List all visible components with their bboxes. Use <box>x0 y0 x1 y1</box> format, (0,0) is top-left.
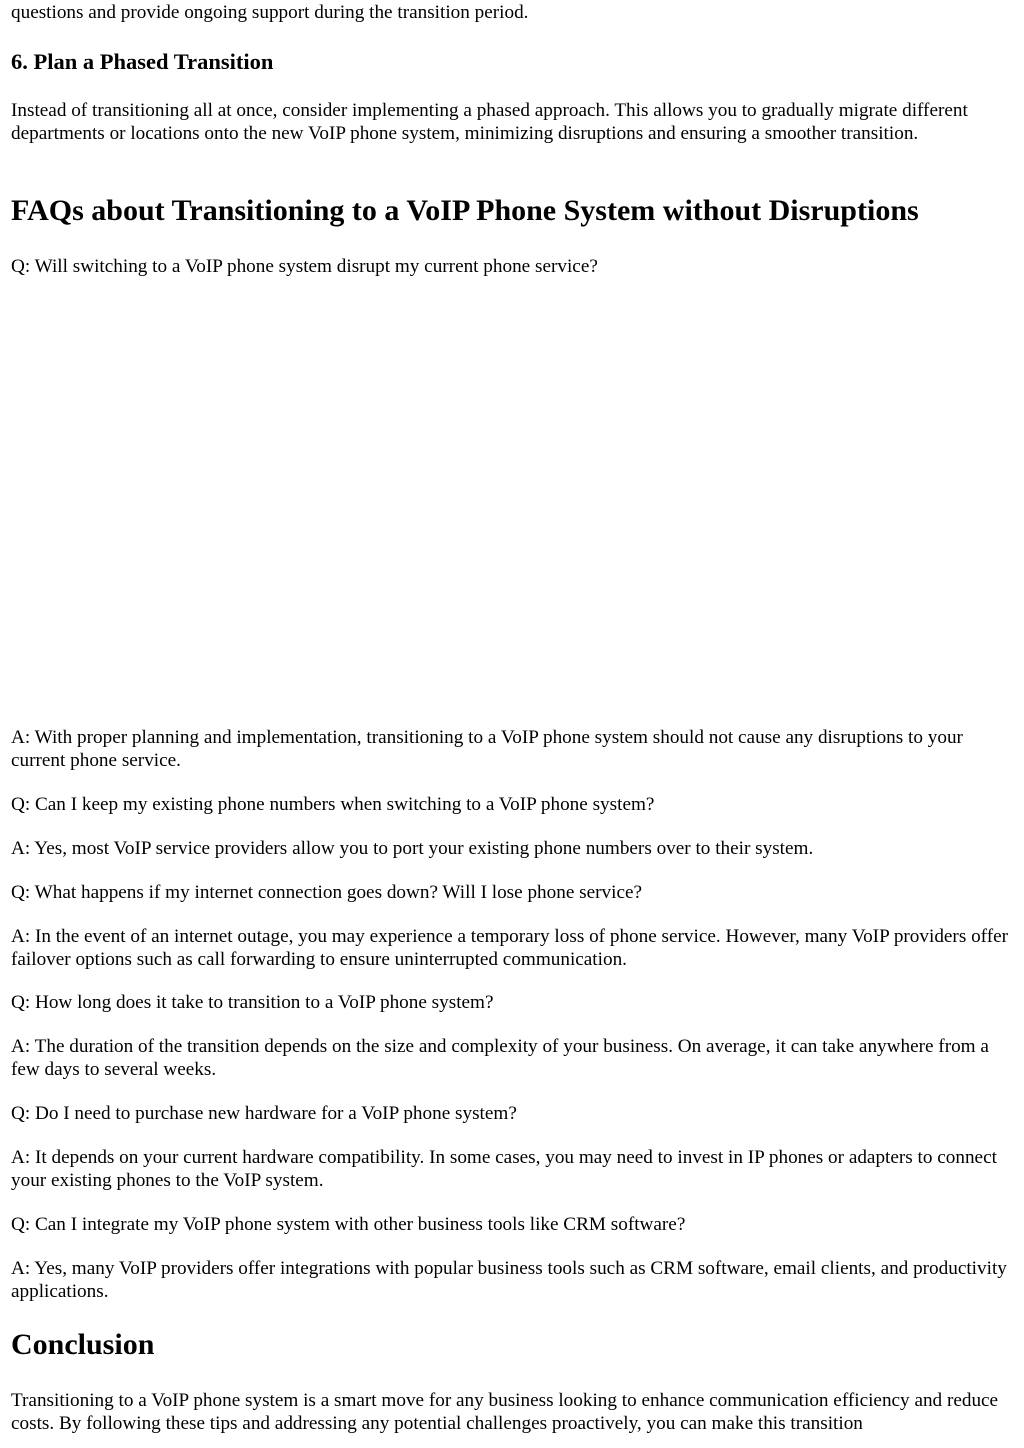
faq-question-3: Q: What happens if my internet connection goes down? Will I lose phone service? <box>11 882 642 903</box>
section-6-heading: 6. Plan a Phased Transition <box>11 49 274 74</box>
faq-answer-2: A: Yes, most VoIP service providers allow you to port your existing phone numbers over to their system. <box>11 838 814 859</box>
faq-answer-3: A: In the event of an internet outage, you may experience a temporary loss of phone service. However, many VoIP providers offer failover options such as call forwarding to ensure uninterrupted communication. <box>11 926 1009 970</box>
faq-answer-6: A: Yes, many VoIP providers offer integrations with popular business tools such as CRM software, email clients, and productivity applications. <box>11 1258 1007 1302</box>
faq-question-4: Q: How long does it take to transition to a VoIP phone system? <box>11 992 494 1013</box>
faq-question-1: Q: Will switching to a VoIP phone system disrupt my current phone service? <box>11 256 598 277</box>
conclusion-heading: Conclusion <box>11 1328 155 1361</box>
faq-heading: FAQs about Transitioning to a VoIP Phone System without Disruptions <box>11 194 919 227</box>
faq-answer-4: A: The duration of the transition depends on the size and complexity of your business. On average, it can take anywhere from a few days to several weeks. <box>11 1036 989 1080</box>
empty-media-area <box>11 295 1014 715</box>
faq-question-5: Q: Do I need to purchase new hardware for a VoIP phone system? <box>11 1103 517 1124</box>
intro-tail-paragraph: questions and provide ongoing support during the transition period. <box>11 2 529 23</box>
faq-question-6: Q: Can I integrate my VoIP phone system with other business tools like CRM software? <box>11 1214 686 1235</box>
faq-answer-5: A: It depends on your current hardware compatibility. In some cases, you may need to invest in IP phones or adapters to connect your existing phones to the VoIP system. <box>11 1147 997 1191</box>
section-6-paragraph: Instead of transitioning all at once, consider implementing a phased approach. This allows you to gradually migrate different departments or locations onto the new VoIP phone system, minimizing disruptions and ensuring a smoother transition. <box>11 100 968 144</box>
faq-answer-1: A: With proper planning and implementation, transitioning to a VoIP phone system should not cause any disruptions to your current phone service. <box>11 727 963 771</box>
conclusion-paragraph: Transitioning to a VoIP phone system is a smart move for any business looking to enhance communication efficiency and reduce costs. By following these tips and addressing any potential challenges proactively, you can make this transition <box>11 1390 999 1434</box>
faq-question-2: Q: Can I keep my existing phone numbers when switching to a VoIP phone system? <box>11 794 655 815</box>
